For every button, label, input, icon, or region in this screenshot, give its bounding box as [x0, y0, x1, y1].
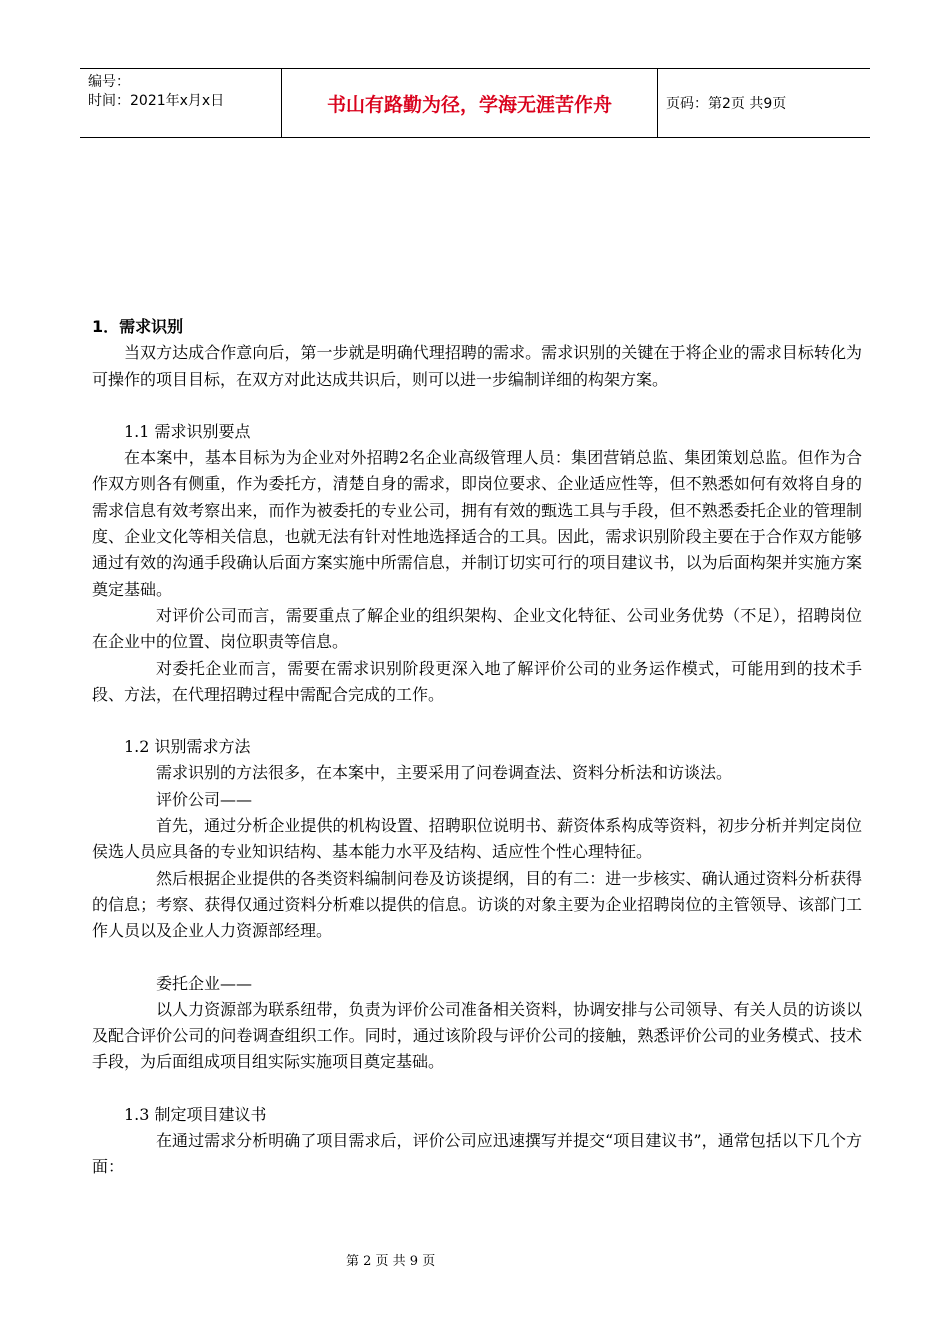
section-intro: 当双方达成合作意向后，第一步就是明确代理招聘的需求。需求识别的关键在于将企业的需求目标转化为可操作的项目目标，在双方对此达成共识后，则可以进一步编制详细的构架方案。 [92, 343, 862, 389]
document-body [92, 314, 862, 1181]
paragraph: 在本案中，基本目标为为企业对外招聘2名企业高级管理人员：集团营销总监、集团策划总监。但作为合作双方则各有侧重，作为委托方，清楚自身的需求，即岗位要求、企业适应性等，但不熟悉如何有效将自身的需求信息有效考察出来，而作为被委托的专业公司，拥有有效的甄选工具与手段，但不熟悉委托企业的管理制度、企业文化等相关信息，也就无法有针对性地选择适合的工具。因此，需求识别阶段主要在于合作双方能够通过有效的沟通手段确认后面方案实施中所需信息，并制订切实可行的项目建议书，以为后面构架并实施方案奠定基础。 [92, 448, 862, 599]
subsection-title-1-3: 1.3 制定项目建议书 [124, 1104, 267, 1124]
header-motto: 书山有路勤为径，学海无涯苦作舟 [282, 69, 658, 137]
paragraph: 以人力资源部为联系纽带，负责为评价公司准备相关资料，协调安排与公司领导、有关人员的访谈以及配合评价公司的问卷调查组织工作。同时，通过该阶段与评价公司的接触，熟悉评价公司的业务模式、技术手段，为后面组成项目组实际实施项目奠定基础。 [92, 999, 862, 1072]
number-label: 编号： [88, 74, 130, 90]
paragraph: 在通过需求分析明确了项目需求后，评价公司应迅速撰写并提交“项目建议书”，通常包括以下几个方面： [92, 1131, 862, 1177]
section-title: 1．需求识别 [92, 317, 184, 336]
label-client: 委托企业—— [156, 973, 253, 993]
header-page-code: 页码：第2页 共9页 [666, 96, 787, 112]
paragraph: 然后根据企业提供的各类资料编制问卷及访谈提纲，目的有二：进一步核实、确认通过资料分析获得的信息；考察、获得仅通过资料分析难以提供的信息。访谈的对象主要为企业招聘岗位的主管领导、该部门工作人员以及企业人力资源部经理。 [92, 868, 862, 941]
page-footer: 第 2 页 共 9 页 [346, 1254, 436, 1269]
label-evaluator: 评价公司—— [156, 789, 253, 809]
paragraph: 需求识别的方法很多，在本案中，主要采用了问卷调查法、资料分析法和访谈法。 [156, 763, 733, 783]
paragraph: 对评价公司而言，需要重点了解企业的组织架构、企业文化特征、公司业务优势（不足），招聘岗位在企业中的位置、岗位职责等信息。 [92, 605, 862, 652]
paragraph: 首先，通过分析企业提供的机构设置、招聘职位说明书、薪资体系构成等资料，初步分析并判定岗位侯选人员应具备的专业知识结构、基本能力水平及结构、适应性个性心理特征。 [92, 816, 862, 862]
date-label: 时间：2021年x月x日 [88, 93, 225, 109]
header-meta-cell [80, 69, 282, 137]
page-header [80, 68, 870, 138]
paragraph: 对委托企业而言，需要在需求识别阶段更深入地了解评价公司的业务运作模式，可能用到的技术手段、方法，在代理招聘过程中需配合完成的工作。 [92, 658, 862, 704]
subsection-title-1-1: 1.1 需求识别要点 [124, 421, 251, 441]
subsection-title-1-2: 1.2 识别需求方法 [124, 737, 251, 757]
